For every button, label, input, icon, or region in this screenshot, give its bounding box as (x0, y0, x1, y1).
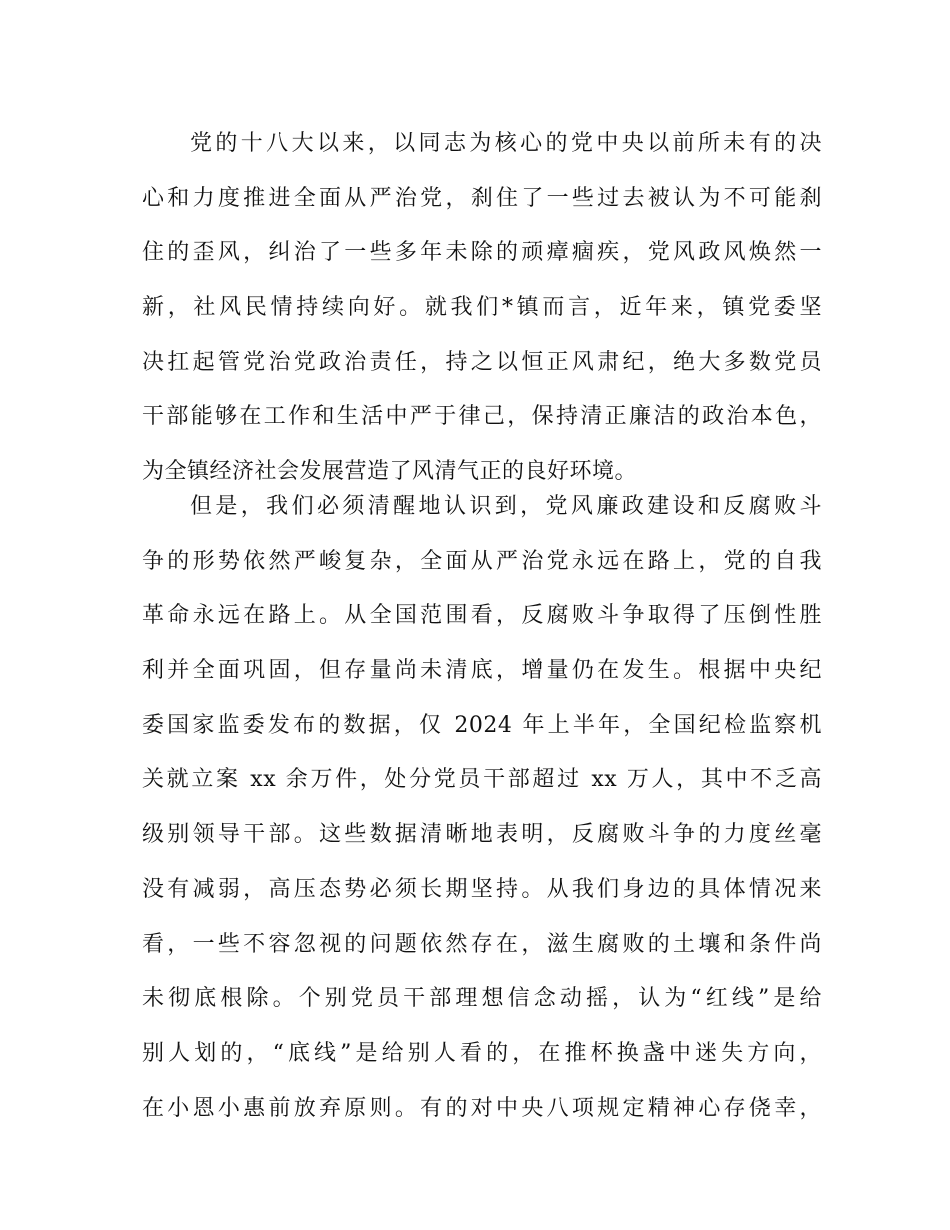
paragraph-line: 心和力度推进全面从严治党，刹住了一些过去被认为不可能刹 (142, 185, 822, 211)
paragraph-line: 在小恩小惠前放弃原则。有的对中央八项规定精神心存侥幸， (142, 1095, 822, 1121)
paragraph-1 (142, 117, 822, 500)
paragraph-line: 委国家监委发布的数据，仅 2024 年上半年，全国纪检监察机 (142, 712, 822, 738)
paragraph-line: 争的形势依然严峻复杂，全面从严治党永远在路上，党的自我 (142, 548, 822, 574)
paragraph-line: 但是，我们必须清醒地认识到，党风廉政建设和反腐败斗 (190, 494, 822, 519)
paragraph-line: 未彻底根除。个别党员干部理想信念动摇，认为“红线”是给 (142, 986, 822, 1012)
paragraph-line: 党的十八大以来，以同志为核心的党中央以前所未有的决 (190, 131, 822, 156)
paragraph-line: 革命永远在路上。从全国范围看，反腐败斗争取得了压倒性胜 (142, 603, 822, 629)
paragraph-2 (142, 480, 822, 1136)
paragraph-line: 关就立案 xx 余万件，处分党员干部超过 xx 万人，其中不乏高 (142, 767, 822, 793)
paragraph-line: 别人划的，“底线”是给别人看的，在推杯换盏中迷失方向， (142, 1040, 822, 1066)
paragraph-line: 为全镇经济社会发展营造了风清气正的良好环境。 (142, 459, 638, 485)
paragraph-line: 决扛起管党治党政治责任，持之以恒正风肃纪，绝大多数党员 (142, 349, 822, 375)
paragraph-line: 干部能够在工作和生活中严于律己，保持清正廉洁的政治本色， (142, 404, 822, 430)
paragraph-line: 利并全面巩固，但存量尚未清底，增量仍在发生。根据中央纪 (142, 658, 822, 684)
paragraph-line: 没有减弱，高压态势必须长期坚持。从我们身边的具体情况来 (142, 876, 822, 902)
paragraph-line: 级别领导干部。这些数据清晰地表明，反腐败斗争的力度丝毫 (142, 822, 822, 848)
paragraph-line: 住的歪风，纠治了一些多年未除的顽瘴痼疾，党风政风焕然一 (142, 240, 822, 266)
paragraph-line: 看，一些不容忽视的问题依然存在，滋生腐败的土壤和条件尚 (142, 931, 822, 957)
paragraph-line: 新，社风民情持续向好。就我们*镇而言，近年来，镇党委坚 (142, 295, 822, 321)
